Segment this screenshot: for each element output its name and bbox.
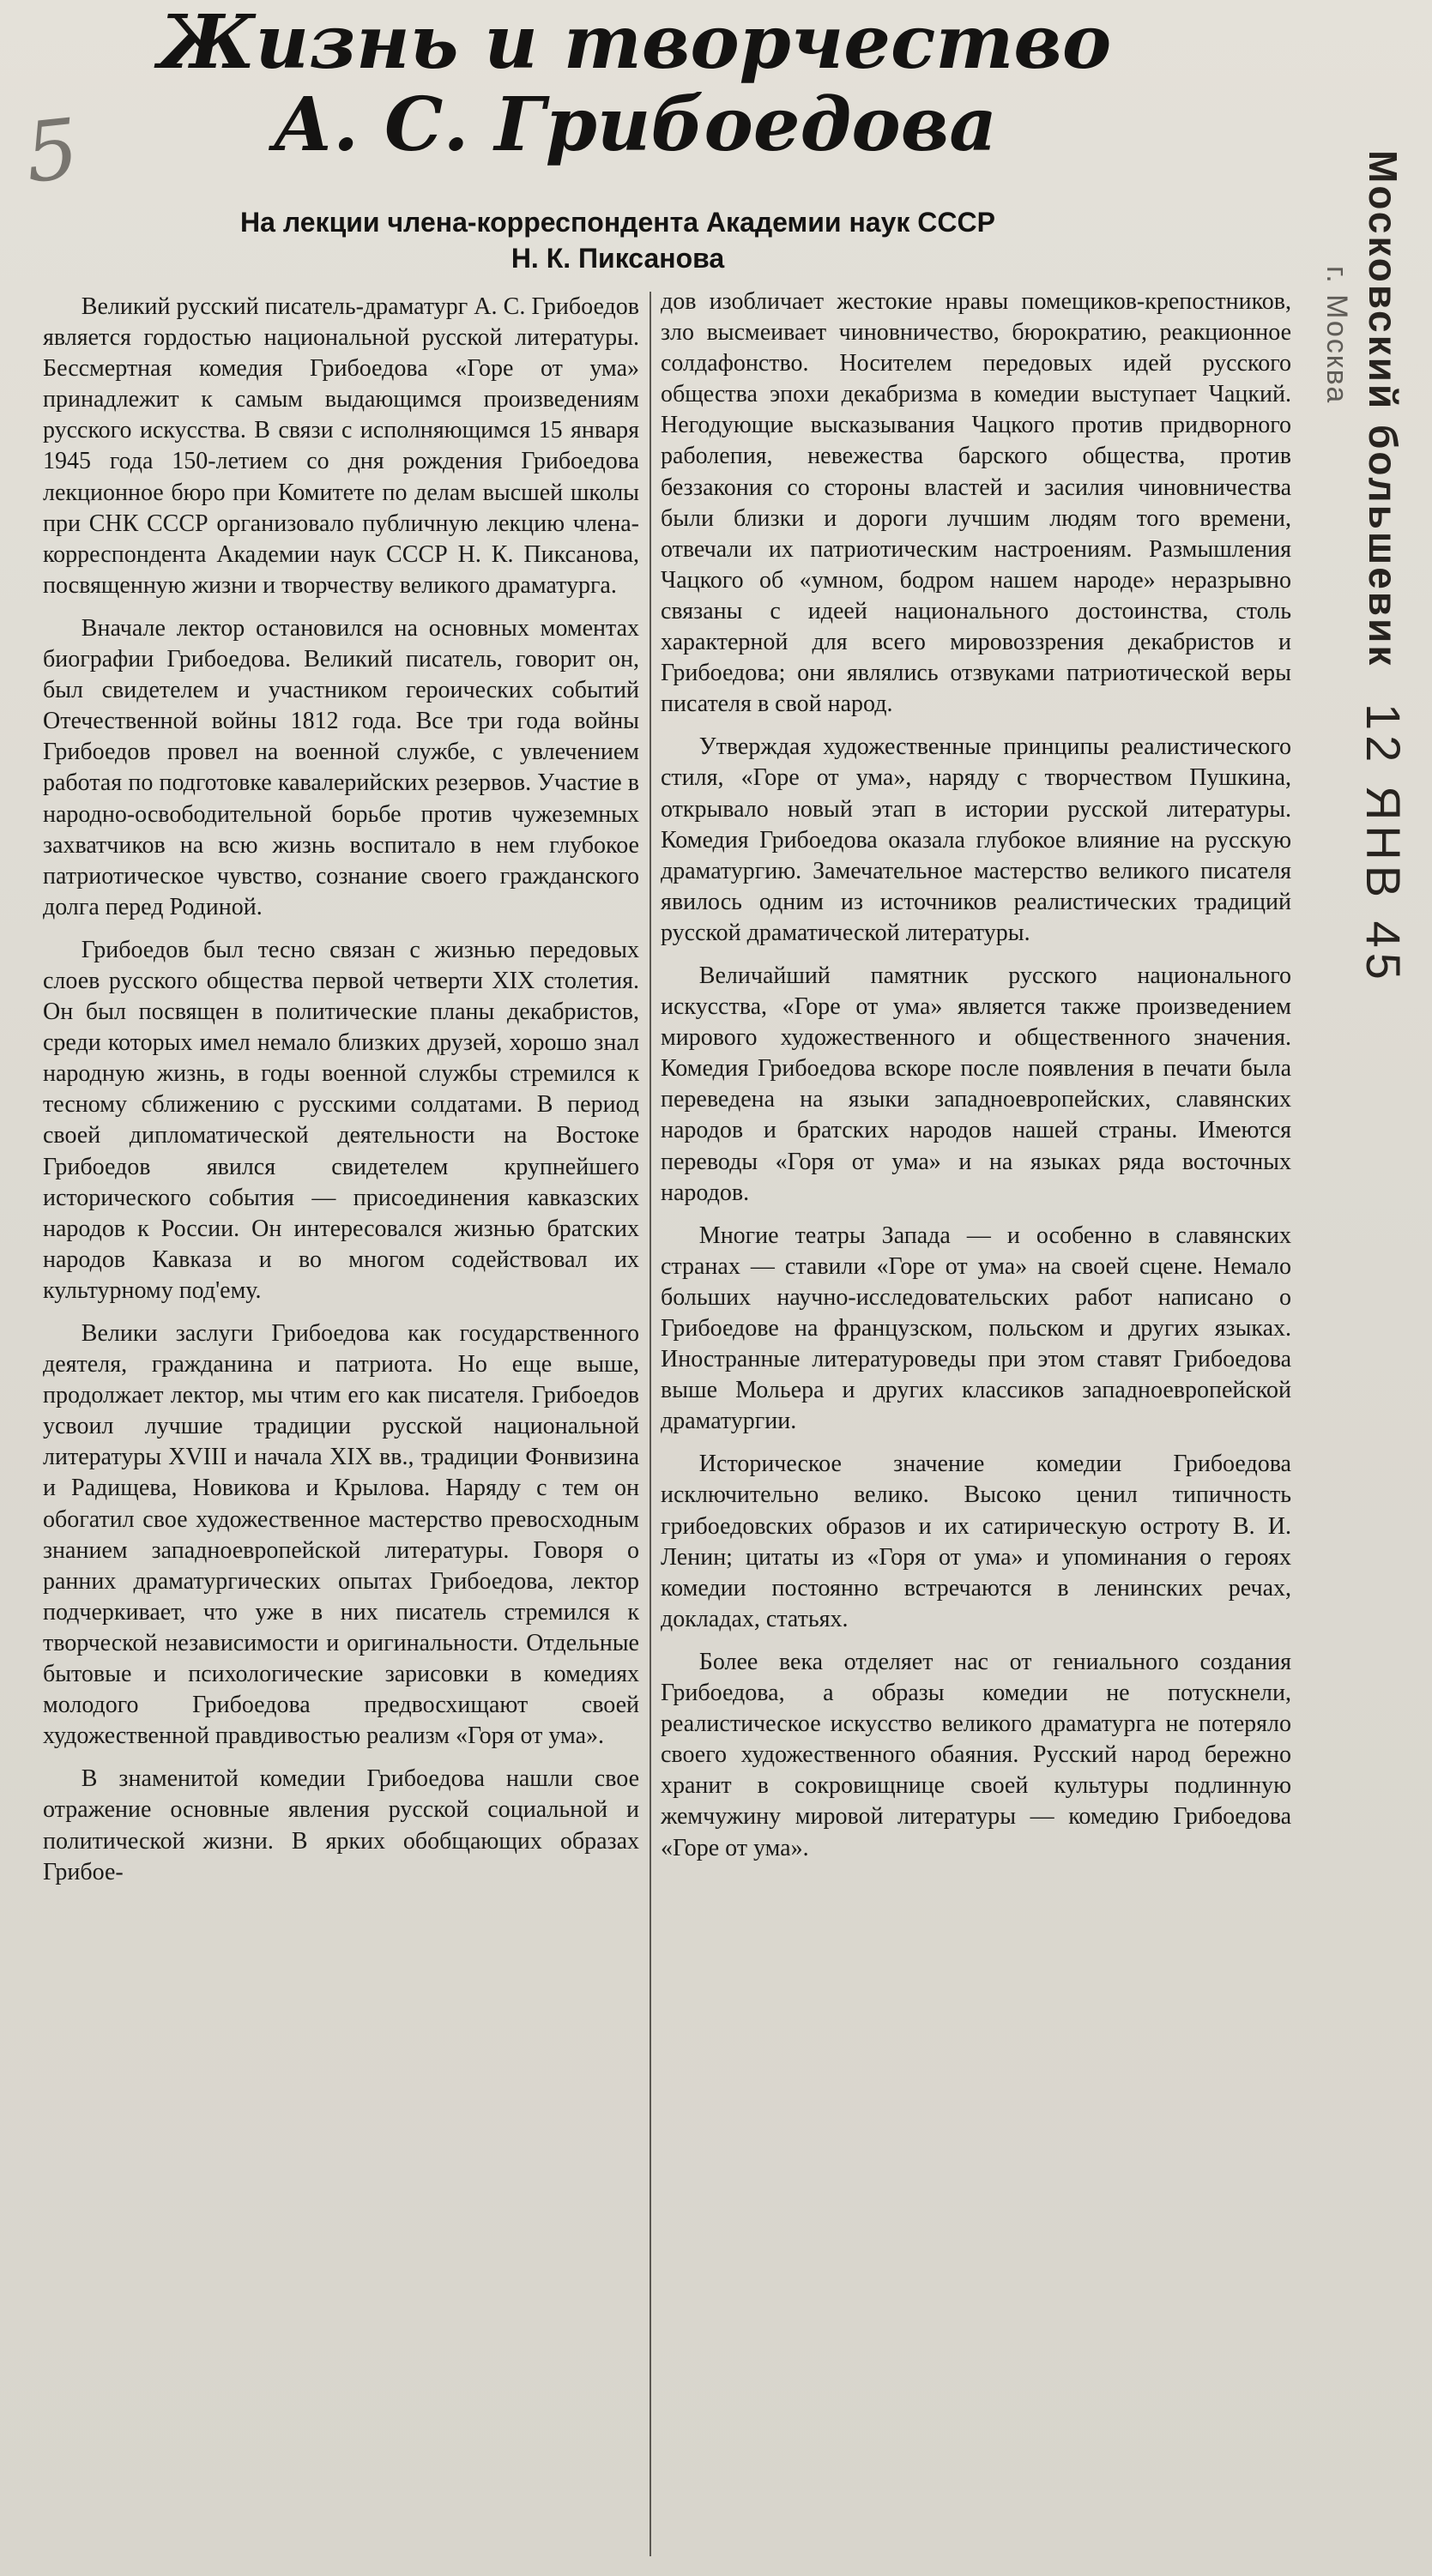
newspaper-name-stamp: Московский большевик — [1361, 150, 1405, 668]
paragraph: Утверждая художественные принципы реалистического стиля, «Горе от ума», наряду с творчеством Пушкина, открывало новый этап в истории русской литературы. Комедия Грибоедова оказала глубокое влияние на русскую драматургию. Замечательное мастерство великого писателя явилось одним из источников реалистических традиций русской драматической литературы. — [661, 733, 1291, 946]
article-headline — [120, 2, 1150, 166]
article-subheadline — [120, 204, 1115, 276]
paragraph: Великий русский писатель-драматург А. С. Грибоедов является гордостью национальной русской литературы. Бессмертная комедия Грибоедова «Горе от ума» принадлежит к самым выдающимся произведениям русского искусства. В связи с исполняющимся 15 января 1945 года 150-летием со дня рождения Грибоедова лекционное бюро при Комитете по делам высшей школы при СНК СССР организовало публичную лекцию члена-корреспондента Академии наук СССР Н. К. Пиксанова, посвященную жизни и творчеству великого драматурга. — [43, 293, 639, 599]
left-column — [43, 292, 639, 2565]
paragraph: Более века отделяет нас от гениального создания Грибоедова, а образы комедии не потускнели, реалистическое искусство великого драматурга не потеряло своего художественного обаяния. Русский народ бережно хранит в сокровищнице своей культуры подлинную жемчужину мировой литературы — комедию Грибоедова «Горе от ума». — [661, 1648, 1291, 1861]
city-stamp: г. Москва — [1320, 266, 1353, 405]
column-divider — [650, 292, 651, 2556]
date-stamp: 12 ЯНВ 45 — [1356, 703, 1411, 985]
headline-line-2: А. С. Грибоедова — [273, 81, 997, 168]
subheadline-line-2: Н. К. Пиксанова — [511, 243, 725, 274]
paragraph: дов изобличает жестокие нравы помещиков-крепостников, зло высмеивает чиновничество, бюрократию, реакционное солдафонство. Носителем передовых идей русского общества эпохи декабризма в комедии выступает Чацкий. Негодующие высказывания Чацкого против придворного раболепия, невежества барского общества, против беззакония со стороны властей и засилия чиновничества были близки и дороги лучшим людям того времени, отвечали их патриотическим настроениям. Размышления Чацкого об «умном, бодром нашем народе» неразрывно связаны с идеей национального достоинства, столь характерной для всего мировоззрения декабристов и Грибоедова; они являлись отзвуками патриотической веры писателя в свой народ. — [661, 288, 1291, 718]
paragraph: Многие театры Запада — и особенно в славянских странах — ставили «Горе от ума» на своей сцене. Немало больших научно-исследовательских работ написано о Грибоедове на французском, польском и других языках. Иностранные литературоведы при этом ставят Грибоедова выше Мольера и других классиков западноевропейской драматургии. — [661, 1222, 1291, 1435]
paragraph: Историческое значение комедии Грибоедова исключительно велико. Высоко ценил типичность грибоедовских образов и их сатирическую остроту В. И. Ленин; цитаты из «Горя от ума» и упоминания о героях комедии постоянно встречаются в ленинских речах, докладах, статьях. — [661, 1451, 1291, 1632]
handwritten-page-number: 5 — [21, 100, 83, 202]
paragraph: В знаменитой комедии Грибоедова нашли свое отражение основные явления русской социальной и политической жизни. В ярких обобщающих образах Грибое- — [43, 1765, 639, 1885]
headline-line-1: Жизнь и творчество — [158, 0, 1112, 86]
paragraph: Величайший памятник русского национального искусства, «Горе от ума» является также произведением мирового художественного и общественного значения. Комедия Грибоедова вскоре после появления в печати была переведена на языки западноевропейских, славянских народов и братских народов нашей страны. Имеются переводы «Горя от ума» и на языках ряда восточных народов. — [661, 962, 1291, 1206]
right-column — [661, 287, 1291, 2560]
paragraph: Грибоедов был тесно связан с жизнью передовых слоев русского общества первой четверти XIX столетия. Он был посвящен в политические планы декабристов, среди которых имел немало близких друзей, хорошо знал народную жизнь, в годы военной службы стремился к тесному сближению с русскими солдатами. В период своей дипломатической деятельности на Востоке Грибоедов явился свидетелем крупнейшего исторического события — присоединения кавказских народов к России. Он интересовался жизнью братских народов Кавказа и во многом содействовал их культурному под'ему. — [43, 936, 639, 1304]
subheadline-line-1: На лекции члена-корреспондента Академии наук СССР — [240, 207, 995, 238]
paragraph: Вначале лектор остановился на основных моментах биографии Грибоедова. Великий писатель, говорит он, был свидетелем и участником героических событий Отечественной войны 1812 года. Все три года войны Грибоедов провел на военной службе, с увлечением работая по подготовке кавалерийских резервов. Участие в народно-освободительной борьбе против чужеземных захватчиков на всю жизнь воспитало в нем глубокое патриотическое чувство, сознание своего гражданского долга перед Родиной. — [43, 614, 639, 920]
paragraph: Велики заслуги Грибоедова как государственного деятеля, гражданина и патриота. Но еще выше, продолжает лектор, мы чтим его как писателя. Грибоедов усвоил лучшие традиции русской национальной литературы XVIII и начала XIX вв., традиции Фонвизина и Радищева, Новикова и Крылова. Наряду с тем он обогатил свое художественное мастерство превосходным знанием западноевропейской литературы. Говоря о ранних драматургических опытах Грибоедова, лектор подчеркивает, что уже в них писатель стремился к творческой независимости и оригинальности. Отдельные бытовые и психологические зарисовки в комедиях молодого Грибоедова предвосхищают своей художественной правдивостью реализм «Горя от ума». — [43, 1320, 639, 1750]
